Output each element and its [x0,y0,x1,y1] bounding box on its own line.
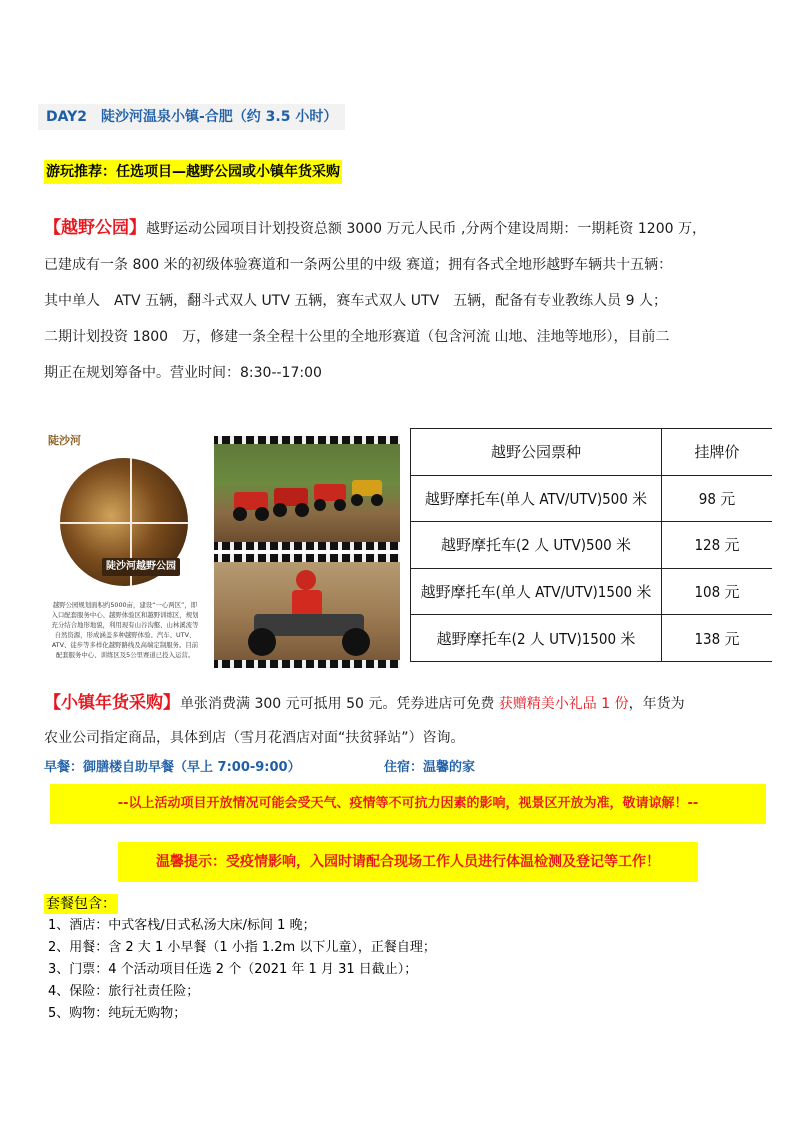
package-list [48,915,436,1025]
ticket-price: 138 元 [662,615,773,662]
price-table [410,428,772,662]
shopping-text-b: ，年货为 [628,696,685,712]
ticket-type: 越野摩托车(2 人 UTV)1500 米 [411,615,662,662]
shopping-section [44,686,779,755]
ticket-type: 越野摩托车(单人 ATV/UTV)500 米 [411,475,662,522]
day-title: DAY2 陡沙河温泉小镇-合肥（约 3.5 小时） [38,104,345,130]
film-strip [214,660,400,668]
table-header: 挂牌价 [662,429,773,476]
shopping-line-1 [44,686,779,721]
offroad-line-5: 期正在规划筹备中。营业时间：8:30--17:00 [44,365,322,381]
table-row [411,615,773,662]
offroad-line-2: 已建成有一条 800 米的初级体验赛道和一条两公里的中级 赛道；拥有各式全地形越野车辆共十五辆： [44,257,673,273]
brochure-banner: 陡沙河越野公园 [102,558,180,576]
offroad-section [44,210,779,391]
ticket-price: 98 元 [662,475,773,522]
list-item: 3、门票：4 个活动项目任选 2 个（2021 年 1 月 31 日截止）； [48,962,418,977]
breakfast-info: 早餐：御膳楼自助早餐（早上 7:00-9:00） [44,760,301,775]
table-row [411,522,773,569]
brochure-body: 越野公园规划面积约5000亩，建设“一心两区”，即入口配套服务中心、越野体验区和越野训练区，规划充分结合地形地貌，利用现有山谷沟壑、山林溪流等自然资源，形成涵盖多种越野体验、汽车、UTV、ATV、徒步等多样化越野路线及高端定制服务。目前配套服务中心、训练区及5公里赛道已投入运营。 [51,601,199,659]
atv-group-photo-scene [214,444,400,542]
list-item: 5、购物：纯玩无购物； [48,1006,187,1021]
atv-rider-icon [214,562,400,660]
brochure-logo: 陡沙河 [48,434,81,447]
ticket-price: 108 元 [662,568,773,615]
brochure-image [44,428,204,668]
play-recommendation: 游玩推荐：任选项目—越野公园或小镇年货采购 [44,160,342,184]
ticket-price: 128 元 [662,522,773,569]
package-title: 套餐包含： [46,896,116,912]
offroad-text-1: 越野运动公园项目计划投资总额 3000 万元人民币 ,分两个建设周期：一期耗资 1200 万， [146,221,706,237]
lodging-info: 住宿：温馨的家 [384,760,476,775]
atv-group-icon [214,444,400,542]
offroad-line-1 [44,210,779,247]
atv-rider-photo [214,554,400,668]
offroad-gallery [44,428,772,668]
shopping-highlight: 获赠精美小礼品 1 份 [498,696,629,712]
brochure-divider [60,522,188,524]
ticket-type: 越野摩托车(2 人 UTV)500 米 [411,522,662,569]
atv-group-photo [214,436,400,550]
list-item: 4、保险：旅行社责任险； [48,984,200,999]
ticket-type: 越野摩托车(单人 ATV/UTV)1500 米 [411,568,662,615]
table-row [411,475,773,522]
weather-notice: --以上活动项目开放情况可能会受天气、疫情等不可抗力因素的影响，视景区开放为准，敬请谅解！-- [50,784,766,824]
film-strip [214,542,400,550]
table-header: 越野公园票种 [411,429,662,476]
shopping-heading: 【小镇年货采购】 [44,693,180,713]
film-strip [214,436,400,444]
offroad-line-4: 二期计划投资 1800 万，修建一条全程十公里的全地形赛道（包含河流 山地、洼地等地形），目前二 [44,329,670,345]
health-notice: 温馨提示：受疫情影响，入园时请配合现场工作人员进行体温检测及登记等工作！ [118,842,698,882]
offroad-heading: 【越野公园】 [44,218,146,238]
list-item: 1、酒店：中式客栈/日式私汤大床/标间 1 晚； [48,918,316,933]
shopping-line-2: 农业公司指定商品，具体到店（雪月花酒店对面“扶贫驿站”）咨询。 [44,730,465,746]
film-strip [214,554,400,562]
shopping-text-a: 单张消费满 300 元可抵用 50 元。凭券进店可免费 [180,696,499,712]
atv-rider-photo-scene [214,562,400,660]
table-header-row [411,429,773,476]
list-item: 2、用餐：含 2 大 1 小早餐（1 小指 1.2m 以下儿童），正餐自理； [48,940,436,955]
offroad-line-3: 其中单人 ATV 五辆，翻斗式双人 UTV 五辆，赛车式双人 UTV 五辆，配备有专业教练人员 9 人； [44,293,667,309]
table-row [411,568,773,615]
